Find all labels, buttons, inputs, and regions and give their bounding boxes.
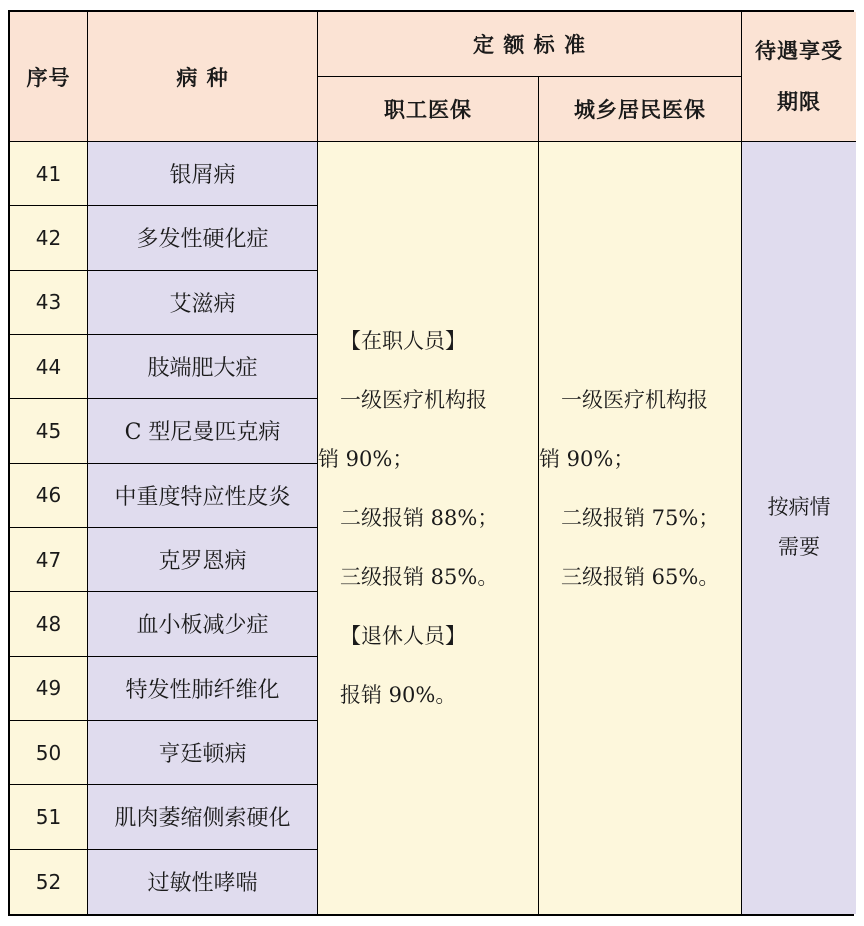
disease-name: C 型尼曼匹克病 [88, 399, 318, 463]
row-number: 41 [10, 142, 88, 206]
row-number: 50 [10, 721, 88, 785]
disease-name: 血小板减少症 [88, 592, 318, 656]
disease-name: 克罗恩病 [88, 528, 318, 592]
resident-standard-text [539, 142, 742, 914]
disease-name: 中重度特应性皮炎 [88, 464, 318, 528]
period-text [742, 142, 856, 914]
disease-name: 肢端肥大症 [88, 335, 318, 399]
header-period-line1: 待遇享受 [755, 38, 843, 64]
row-number: 44 [10, 335, 88, 399]
header-disease: 病 种 [88, 12, 318, 142]
header-resident: 城乡居民医保 [539, 77, 742, 142]
employee-line: 报销 90%。 [340, 682, 457, 707]
row-number: 42 [10, 206, 88, 270]
period-line2: 需要 [778, 535, 820, 559]
disease-name: 特发性肺纤维化 [88, 657, 318, 721]
row-number: 52 [10, 850, 88, 914]
row-number: 47 [10, 528, 88, 592]
disease-name: 银屑病 [88, 142, 318, 206]
disease-name: 过敏性哮喘 [88, 850, 318, 914]
resident-line: 一级医疗机构报 [561, 388, 708, 412]
header-period [742, 12, 856, 142]
resident-line: 二级报销 75%； [561, 506, 720, 530]
disease-name: 多发性硬化症 [88, 206, 318, 270]
disease-name: 艾滋病 [88, 271, 318, 335]
reimbursement-table [8, 10, 854, 916]
employee-line: 【在职人员】 [340, 328, 466, 353]
header-seq: 序号 [10, 12, 88, 142]
resident-line: 销 90%； [539, 447, 635, 471]
header-standard: 定 额 标 准 [318, 12, 742, 77]
period-line1: 按病情 [767, 495, 831, 520]
row-number: 45 [10, 399, 88, 463]
row-number: 43 [10, 271, 88, 335]
row-number: 49 [10, 657, 88, 721]
row-number: 46 [10, 464, 88, 528]
employee-line: 二级报销 88%； [340, 505, 499, 530]
row-number: 51 [10, 785, 88, 849]
header-period-line2: 期限 [777, 88, 821, 114]
employee-line: 【退休人员】 [340, 623, 466, 648]
employee-line: 三级报销 85%。 [340, 564, 499, 589]
resident-line: 三级报销 65%。 [561, 565, 720, 589]
header-employee: 职工医保 [318, 77, 539, 142]
employee-line: 销 90%； [318, 446, 414, 471]
disease-name: 肌肉萎缩侧索硬化 [88, 785, 318, 849]
employee-standard-text [318, 142, 539, 914]
disease-name: 亨廷顿病 [88, 721, 318, 785]
employee-line: 一级医疗机构报 [340, 387, 487, 412]
row-number: 48 [10, 592, 88, 656]
